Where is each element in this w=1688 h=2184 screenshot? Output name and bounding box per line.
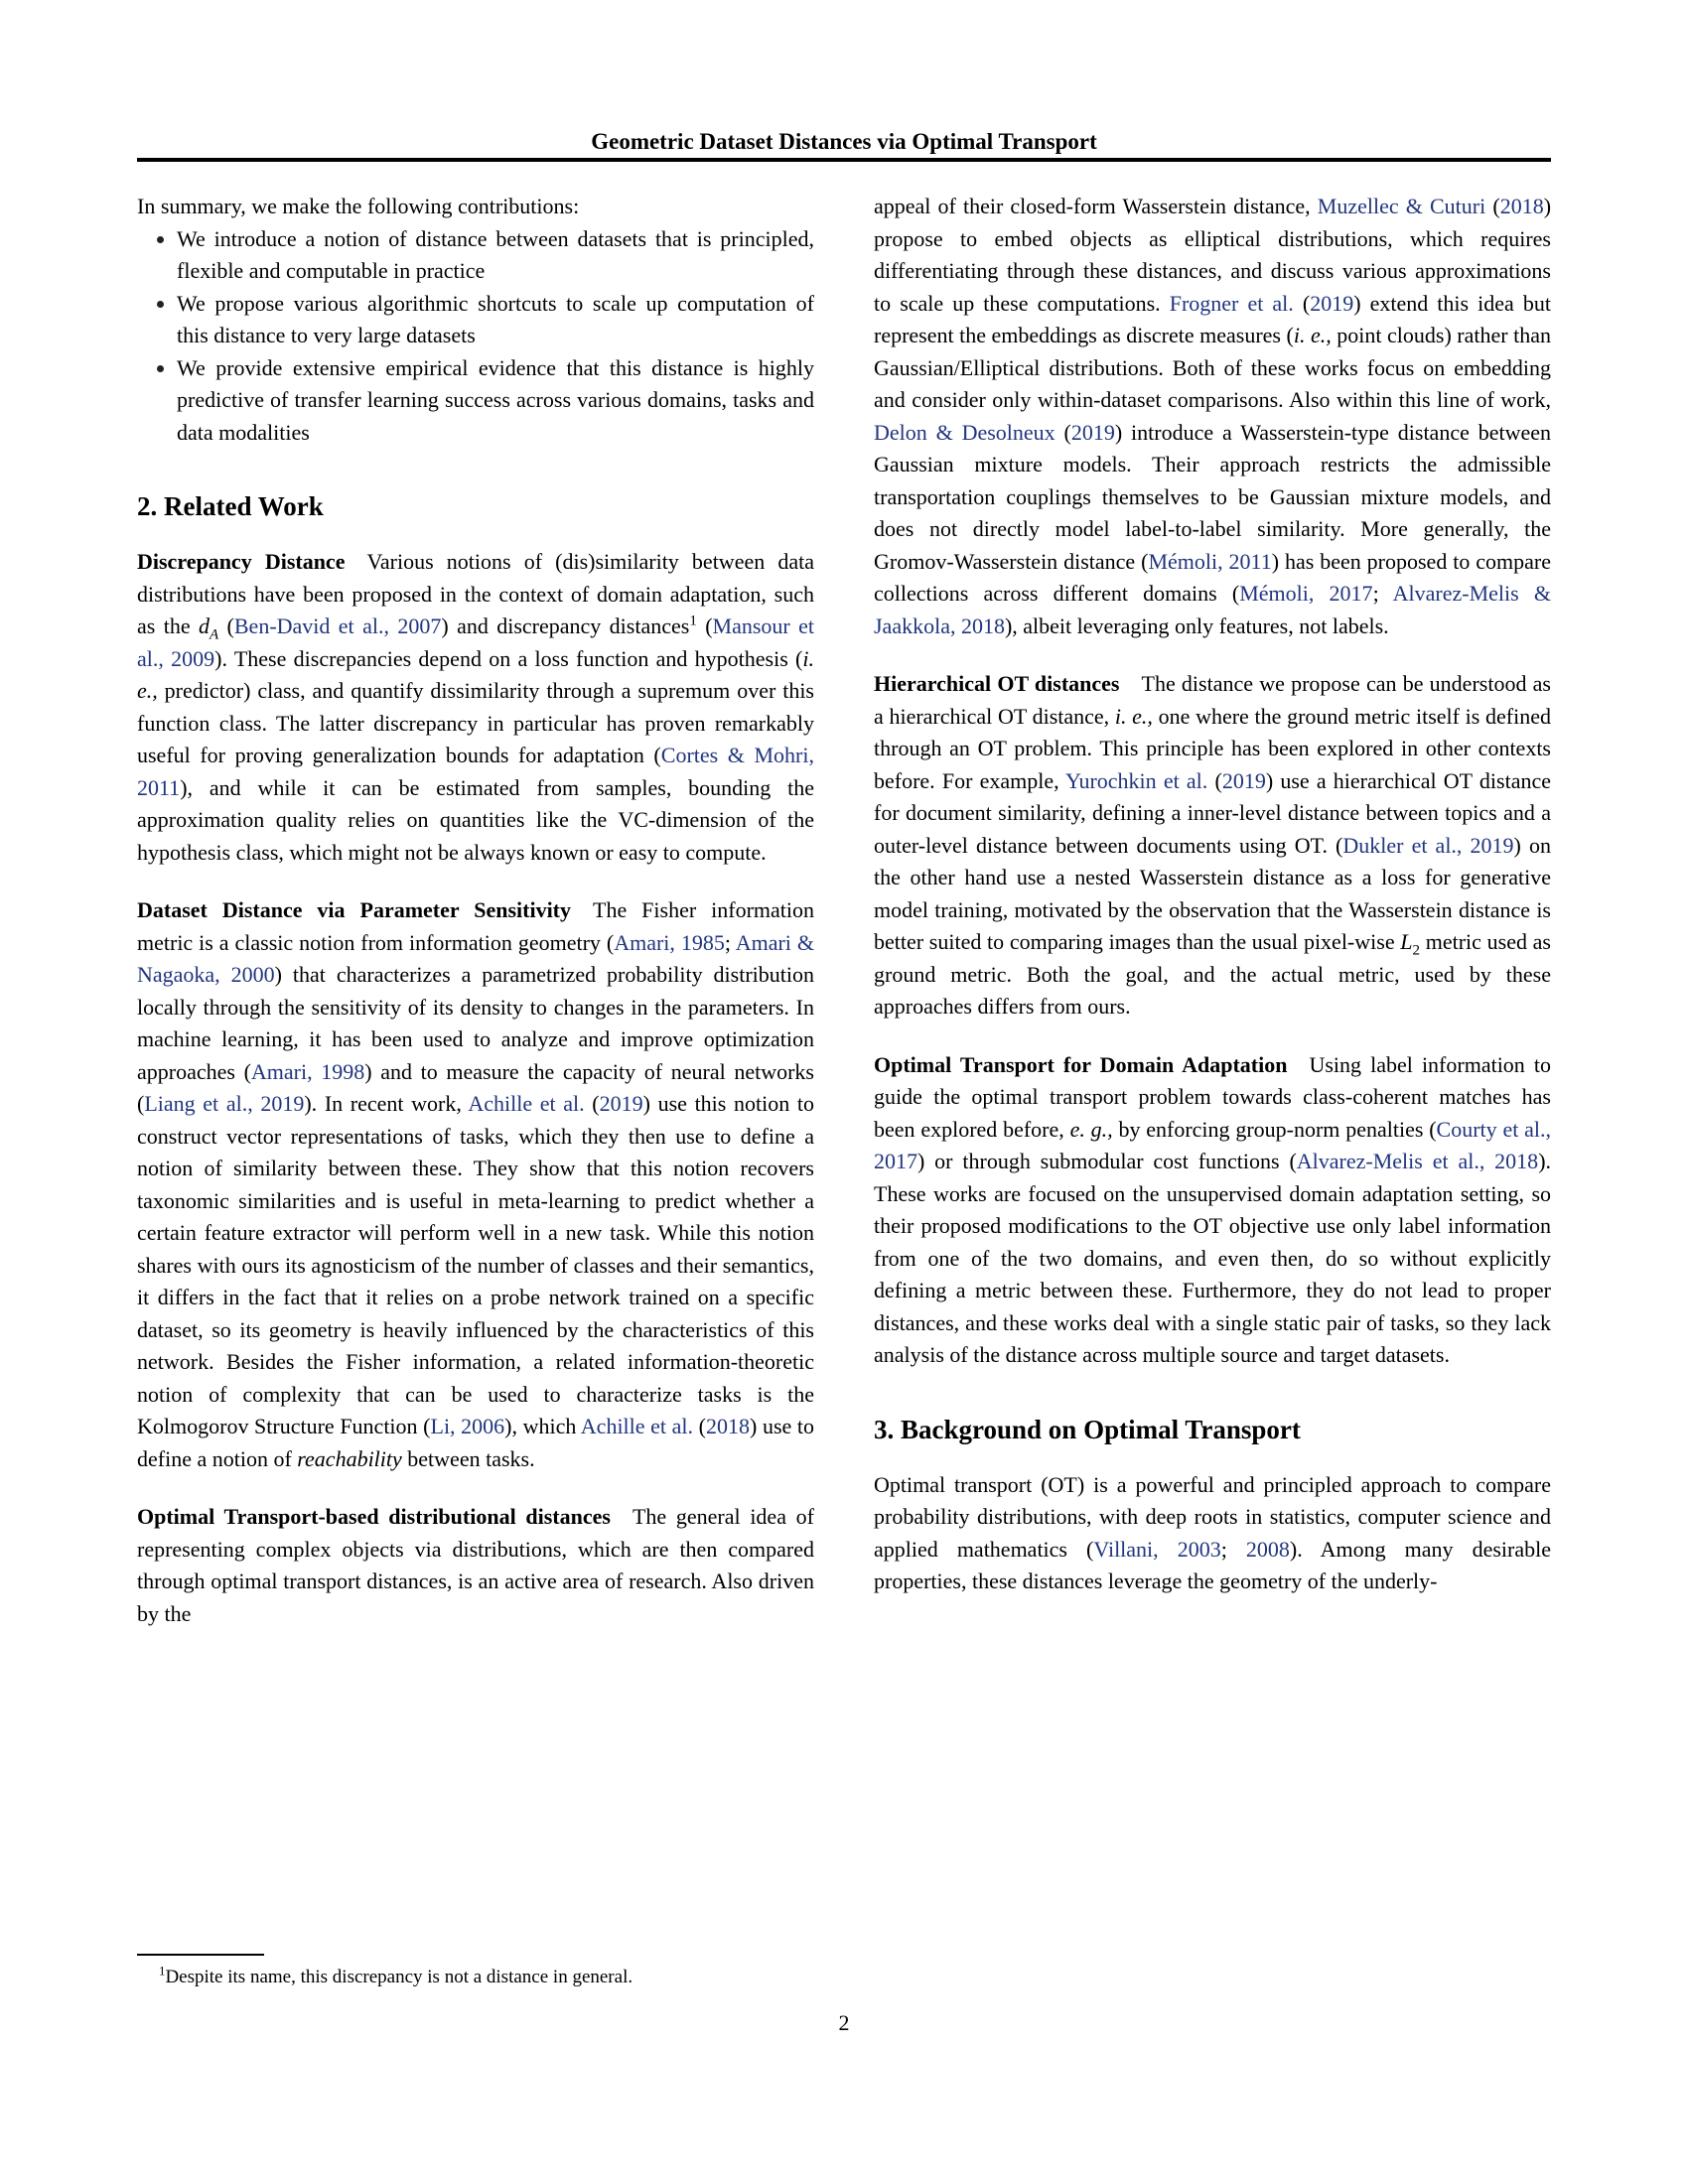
list-item-text: We propose various algorithmic shortcuts to scale up computation of this distance to very large datasets: [177, 290, 814, 347]
contributions-list: [137, 223, 814, 450]
citation-link[interactable]: 2019: [599, 1091, 643, 1116]
citation-link[interactable]: Yurochkin et al.: [1065, 767, 1208, 793]
two-column-body: [137, 191, 1551, 1989]
paragraph-discrepancy-distance: Discrepancy Distance Various notions of (dis)similarity between data distributions have been proposed in the context of domain adaptation, such as the $d_A$ (Ben-David et al., 2007) and discrepancy distances$^1$ (Mansour et al., 2009). These discrepancies depend on a loss function and hypothesis (i. e., predictor) class, and quantify dissimilarity through a supremum over this function class. The latter discrepancy in particular has proven remarkably useful for proving generalization bounds for adaptation (Cortes & Mohri, 2011), and while it can be estimated from samples, bounding the approximation quality relies on quantities like the VC-dimension of the hypothesis class, which might not be always known or easy to compute.: [137, 549, 815, 865]
list-item: [177, 223, 814, 288]
right-column: [874, 191, 1551, 1989]
citation-link[interactable]: Mansour et al., 2009: [137, 614, 815, 671]
citation-link[interactable]: Amari, 1998: [250, 1058, 365, 1084]
footnote-reference-marker: 1: [689, 613, 697, 629]
list-item-text: We introduce a notion of distance between datasets that is principled, flexible and computable in practice: [177, 225, 814, 283]
citation-link[interactable]: Cortes & Mohri, 2011: [137, 743, 814, 800]
footnote-text-body: Despite its name, this discrepancy is not a distance in general.: [165, 1967, 633, 1987]
paragraph-ot-distributional: Optimal Transport-based distributional distances The general idea of representing complex objects via distributions, which are then compared through optimal transport distances, is an active area of research. Also driven by the: [137, 1504, 814, 1626]
citation-link[interactable]: 2018: [706, 1414, 750, 1438]
citation-link[interactable]: Amari, 1985: [614, 929, 725, 955]
page-number: 2: [838, 2010, 850, 2035]
section-heading-related-work: 2. Related Work: [137, 491, 324, 521]
left-column: [137, 191, 814, 1989]
citation-link[interactable]: Muzellec & Cuturi: [1317, 194, 1486, 218]
list-item-text: We provide extensive empirical evidence that this distance is highly predictive of transfer learning success across various domains, tasks and data modalities: [177, 354, 814, 445]
citation-link[interactable]: Villani, 2003: [1093, 1536, 1221, 1562]
footnote-marker: 1: [159, 1963, 166, 1979]
list-item: [177, 352, 814, 450]
citation-link[interactable]: 2019: [1310, 290, 1354, 316]
list-item: [177, 288, 814, 352]
citation-link[interactable]: Delon & Desolneux: [874, 419, 1055, 445]
paragraph-parameter-sensitivity: Dataset Distance via Parameter Sensitivity The Fisher information metric is a classic notion from information geometry (Amari, 1985; Amari & Nagaoka, 2000) that characterizes a parametrized probability distribution locally through the sensitivity of its density to changes in the parameters. In machine learning, it has been used to analyze and improve optimization approaches (Amari, 1998) and to measure the capacity of neural networks (Liang et al., 2019). In recent work, Achille et al. (2019) use this notion to construct vector representations of tasks, which they then use to define a notion of similarity between these. They show that this notion recovers taxonomic similarities and is useful in meta-learning to predict whether a certain feature extractor will perform well in a new task. While this notion shares with ours its agnosticism of the number of classes and their semantics, it differs in the fact that it relies on a probe network trained on a specific dataset, so its geometry is heavily influenced by the characteristics of this network. Besides the Fisher information, a related information-theoretic notion of complexity that can be used to characterize tasks is the Kolmogorov Structure Function (Li, 2006), which Achille et al. (2018) use to define a notion of reachability between tasks.: [137, 897, 815, 1471]
footnote: [137, 1944, 814, 1989]
citation-link[interactable]: Li, 2006: [430, 1414, 505, 1438]
paragraph-wasserstein-embeddings: appeal of their closed-form Wasserstein distance, Muzellec & Cuturi (2018) propose to embed objects as elliptical distributions, which requires differentiating through these distances, and discuss various approximations to scale up these computations. Frogner et al. (2019) extend this idea but represent the embeddings as discrete measures (i. e., point clouds) rather than Gaussian/Elliptical distributions. Both of these works focus on embedding and consider only within-dataset comparisons. Also within this line of work, Delon & Desolneux (2019) introduce a Wasserstein-type distance between Gaussian mixture models. Their approach restricts the admissible transportation couplings themselves to be Gaussian mixture models, and does not directly model label-to-label similarity. More generally, the Gromov-Wasserstein distance (Mémoli, 2011) has been proposed to compare collections across different domains (Mémoli, 2017; Alvarez-Melis & Jaakkola, 2018), albeit leveraging only features, not labels.: [874, 194, 1552, 638]
head-rule: [137, 158, 1551, 162]
citation-link[interactable]: Achille et al.: [468, 1091, 585, 1116]
citation-link[interactable]: Courty et al., 2017: [874, 1116, 1551, 1173]
footnote-rule: [137, 1954, 264, 1956]
citation-link[interactable]: Ben-David et al., 2007: [233, 614, 442, 638]
citation-link[interactable]: 2019: [1070, 419, 1115, 445]
footnote-text: [137, 1965, 814, 1989]
citation-link[interactable]: Amari & Nagaoka, 2000: [137, 929, 814, 987]
citation-link[interactable]: 2019: [1221, 767, 1266, 793]
contributions-intro: In summary, we make the following contributions:: [137, 194, 580, 218]
citation-link[interactable]: Alvarez-Melis & Jaakkola, 2018: [874, 581, 1551, 638]
citation-link[interactable]: 2008: [1245, 1536, 1290, 1562]
paragraph-hierarchical-ot: Hierarchical OT distances The distance we propose can be understood as a hierarchical OT distance, i. e., one where the ground metric itself is defined through an OT problem. This principle has been explored in other contexts before. For example, Yurochkin et al. (2019) use a hierarchical OT distance for document similarity, defining a inner-level distance between topics and a outer-level distance between documents using OT. (Dukler et al., 2019) on the other hand use a nested Wasserstein distance as a loss for generative model training, motivated by the observation that the Wasserstein distance is better suited to comparing images than the usual pixel-wise $L_2$ metric used as ground metric. Both the goal, and the actual metric, used by these approaches differs from ours.: [874, 671, 1551, 1019]
running-head-title: Geometric Dataset Distances via Optimal Transport: [591, 129, 1097, 154]
citation-link[interactable]: Alvarez-Melis et al., 2018: [1296, 1149, 1539, 1173]
citation-link[interactable]: Achille et al.: [580, 1414, 694, 1438]
citation-link[interactable]: Dukler et al., 2019: [1342, 832, 1514, 858]
paragraph-ot-background: Optimal transport (OT) is a powerful and principled approach to compare probability distributions, with deep roots in statistics, computer science and applied mathematics (Villani, 2003; 2008). Among many desirable properties, these distances leverage the geometry of the underly-: [874, 1471, 1551, 1593]
citation-link[interactable]: Mémoli, 2011: [1148, 548, 1272, 574]
citation-link[interactable]: Liang et al., 2019: [144, 1091, 305, 1116]
citation-link[interactable]: Frogner et al.: [1169, 290, 1294, 316]
paragraph-ot-domain-adaptation: Optimal Transport for Domain Adaptation Using label information to guide the optimal transport problem towards class-coherent matches has been explored before, e. g., by enforcing group-norm penalties (Courty et al., 2017) or through submodular cost functions (Alvarez-Melis et al., 2018). These works are focused on the unsupervised domain adaptation setting, so their proposed modifications to the OT objective use only label information from one of the two domains, and even then, do so without explicitly defining a metric between these. Furthermore, they do not lead to proper distances, and these works deal with a single static pair of tasks, so they lack analysis of the distance across multiple source and target datasets.: [874, 1051, 1552, 1367]
section-heading-background-ot: 3. Background on Optimal Transport: [874, 1414, 1301, 1444]
citation-link[interactable]: Mémoli, 2017: [1239, 581, 1373, 606]
citation-link[interactable]: 2018: [1499, 194, 1544, 218]
